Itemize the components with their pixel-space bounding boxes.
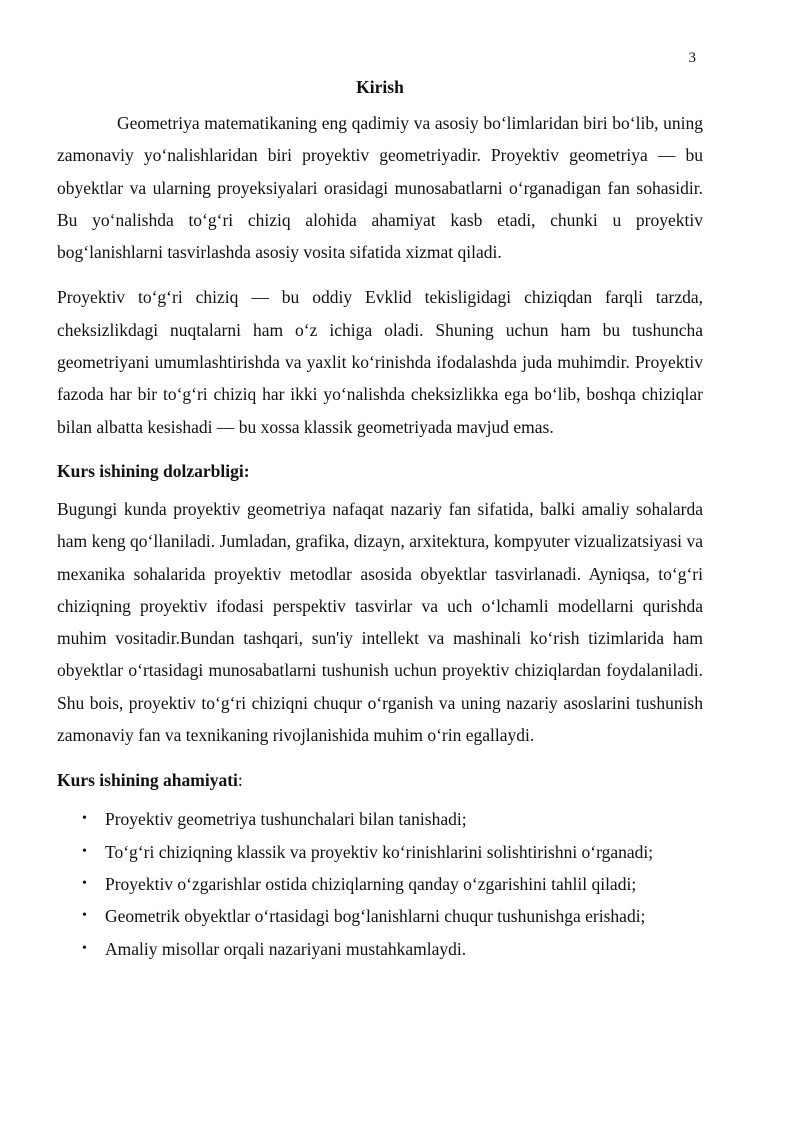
importance-list (57, 803, 703, 964)
bullet-icon: • (82, 811, 87, 827)
list-item-text: Amaliy misollar orqali nazariyani mustahkamlaydi. (105, 938, 467, 959)
bullet-icon: • (82, 843, 87, 859)
list-item-text: Proyektiv geometriya tushunchalari bilan tanishadi; (105, 809, 467, 830)
list-item-text: Proyektiv o‘zgarishlar ostida chiziqlarning qanday o‘zgarishini tahlil qiladi; (105, 873, 637, 894)
page-number: 3 (688, 50, 696, 66)
page-title: Kirish (356, 77, 404, 97)
importance-heading (57, 768, 703, 792)
list-item (57, 803, 703, 835)
bullet-icon: • (82, 940, 87, 956)
bullet-icon: • (82, 875, 87, 891)
page-content (57, 76, 703, 965)
relevance-paragraph: Bugungi kunda proyektiv geometriya nafaqat nazariy fan sifatida, balki amaliy sohalarda ham keng qo‘llaniladi. Jumladan, grafika, dizayn, arxitektura, kompyuter vizualizatsiyasi va mexanika sohalarida proyektiv metodlar asosida obyektlar tasvirlanadi. Ayniqsa, to‘g‘ri chiziqning proyektiv ifodasi perspektiv tasvirlar va uch o‘lchamli modellarni qurishda muhim vositadir.Bundan tashqari, sun'iy intellekt va mashinali ko‘rish tizimlarida ham obyektlar o‘rtasidagi munosabatlarni tushunish uchun proyektiv chiziqlardan foydalaniladi. Shu bois, proyektiv to‘g‘ri chiziqni chuqur o‘rganish va uning nazariy asoslarini tushunish zamonaviy fan va texnikaning rivojlanishida muhim o‘rin egallaydi. (57, 498, 703, 746)
intro-paragraph-2: Proyektiv to‘g‘ri chiziq — bu oddiy Evklid tekisligidagi chiziqdan farqli tarzda, cheksizlikdagi nuqtalarni ham o‘z ichiga oladi. Shuning uchun ham bu tushuncha geometriyani umumlashtirishda va yaxlit ko‘rinishda ifodalashda juda muhimdir. Proyektiv fazoda har bir to‘g‘ri chiziq har ikki yo‘nalishda cheksizlikka ega bo‘lib, boshqa chiziqlar bilan albatta kesishadi — bu xossa klassik geometriyada mavjud emas. (57, 287, 703, 437)
bullet-icon: • (82, 908, 87, 924)
list-item-text: To‘g‘ri chiziqning klassik va proyektiv ko‘rinishlarini solishtirishni o‘rganadi; (105, 841, 654, 862)
importance-heading-text: Kurs ishining ahamiyati (57, 770, 238, 791)
list-item-text: Geometrik obyektlar o‘rtasidagi bog‘lanishlarni chuqur tushunishga erishadi; (105, 906, 646, 927)
list-item (57, 933, 703, 965)
list-item (57, 868, 703, 900)
list-item (57, 836, 703, 868)
importance-heading-colon: : (237, 770, 243, 791)
list-item (57, 900, 703, 932)
intro-paragraph-1: Geometriya matematikaning eng qadimiy va asosiy bo‘limlaridan biri bo‘lib, uning zamonaviy yo‘nalishlaridan biri proyektiv geometriyadir. Proyektiv geometriya — bu obyektlar va ularning proyeksiyalari orasidagi munosabatlarni o‘rganadigan fan sohasidir. Bu yo‘nalishda to‘g‘ri chiziq alohida ahamiyat kasb etadi, chunki u proyektiv bog‘lanishlarni tasvirlashda asosiy vosita sifatida xizmat qiladi. (57, 113, 703, 263)
relevance-heading: Kurs ishining dolzarbligi: (57, 460, 250, 481)
